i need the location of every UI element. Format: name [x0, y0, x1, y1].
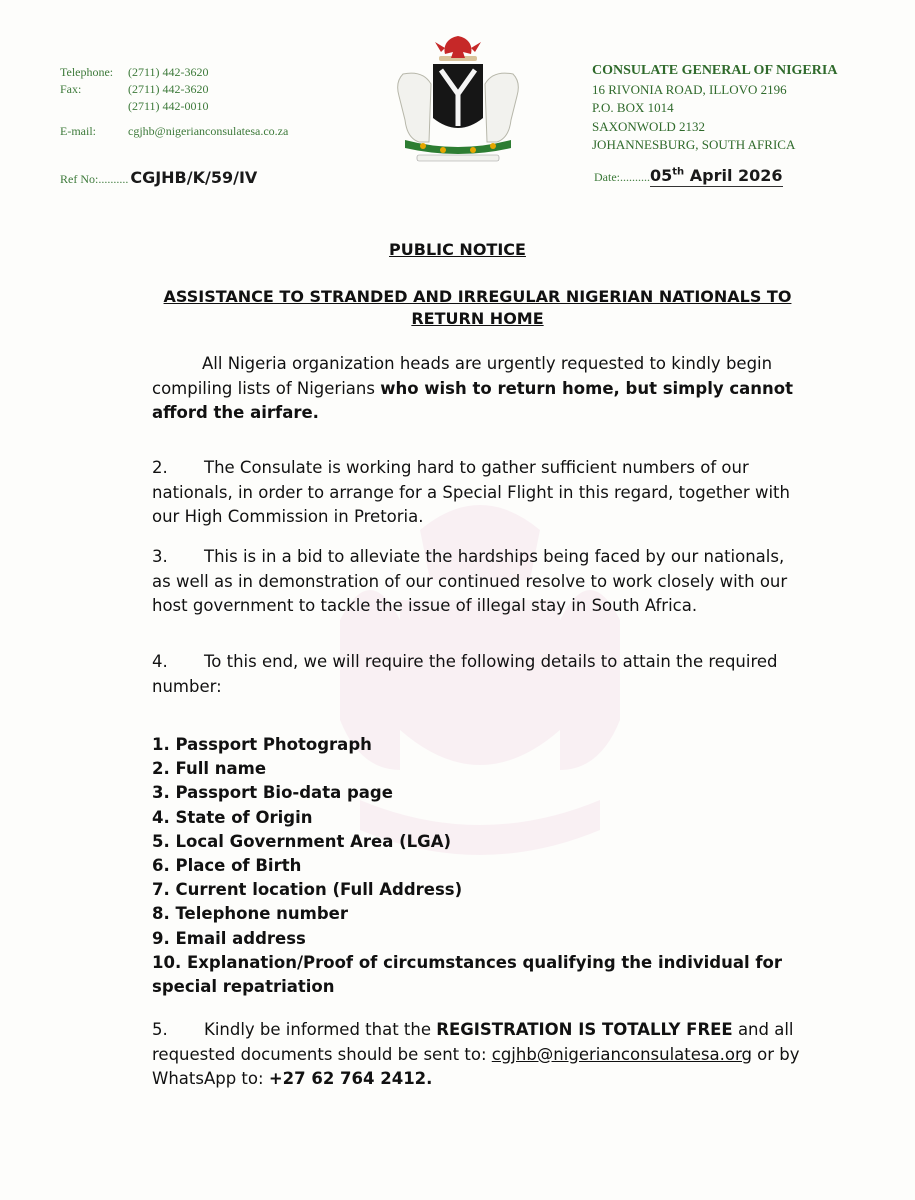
ref-number: CGJHB/K/59/IV: [130, 168, 258, 187]
address-line-name: CONSULATE GENERAL OF NIGERIA: [592, 63, 838, 78]
paragraph-1-text: All Nigeria organization heads are urgently requested to kindly begin compiling lists of Nigerians: [152, 354, 773, 398]
date-label: Date:: [594, 170, 620, 184]
paragraph-5-text-d: or by WhatsApp to:: [152, 1044, 800, 1088]
contact-block: [60, 64, 288, 140]
date-rest: April 2026: [684, 166, 783, 185]
address-line-pobox: P.O. BOX 1014: [592, 100, 674, 115]
paragraph-3-number: 3.: [152, 547, 168, 566]
ref-label: Ref No:: [60, 172, 99, 186]
list-item: 9. Email address: [152, 928, 306, 948]
date-day: 05: [650, 166, 673, 185]
paragraph-1: [152, 352, 804, 426]
date-line: [594, 166, 783, 187]
list-item: 4. State of Origin: [152, 807, 313, 827]
paragraph-5-number: 5.: [152, 1020, 168, 1039]
registration-free-text: REGISTRATION IS TOTALLY FREE: [436, 1020, 733, 1039]
fax-value-1: (2711) 442-3620: [128, 82, 209, 96]
fax-value-2: (2711) 442-0010: [128, 99, 209, 113]
whatsapp-number[interactable]: +27 62 764 2412.: [268, 1069, 433, 1088]
address-line-street: 16 RIVONIA ROAD, ILLOVO 2196: [592, 81, 787, 97]
date-suffix: th: [672, 166, 685, 178]
consulate-address: [592, 62, 837, 155]
eagle-icon: [445, 36, 472, 58]
email-label: E-mail:: [60, 124, 96, 138]
notice-subtitle: ASSISTANCE TO STRANDED AND IRREGULAR NIGERIAN NATIONALS TO RETURN HOME: [163, 287, 792, 328]
right-horse-icon: [485, 73, 518, 142]
paragraph-1-bold: who wish to return home, but simply cannot afford the airfare.: [152, 378, 793, 422]
required-details-list: [152, 733, 812, 999]
paragraph-4-number: 4.: [152, 652, 168, 671]
paragraph-4: [152, 650, 804, 699]
paragraph-3-text: This is in a bid to alleviate the hardships being faced by our nationals, as well as in demonstration of our continued resolve to work closely with our host government to tackle the issue of illegal stay in South Africa.: [152, 547, 788, 615]
list-item: 5. Local Government Area (LGA): [152, 831, 452, 851]
list-item: 1. Passport Photograph: [152, 735, 372, 754]
address-line-city: JOHANNESBURG, SOUTH AFRICA: [592, 137, 796, 152]
left-horse-icon: [398, 73, 431, 142]
list-item: 3. Passport Bio-data page: [152, 783, 393, 803]
ref-dots: ..........: [98, 172, 129, 186]
paragraph-2: [152, 456, 804, 530]
address-line-suburb: SAXONWOLD 2132: [592, 118, 706, 134]
reference-line: [60, 168, 257, 187]
telephone-label: Telephone:: [60, 65, 114, 79]
notice-title: PUBLIC NOTICE: [389, 240, 526, 259]
list-item: 2. Full name: [152, 759, 267, 779]
paragraph-2-number: 2.: [152, 458, 168, 477]
fax-label: Fax:: [60, 82, 82, 96]
date-dots: ..........: [620, 170, 650, 184]
paragraph-5: [152, 1018, 804, 1092]
paragraph-4-text: To this end, we will require the following details to attain the required number:: [152, 652, 778, 696]
date-value: [650, 166, 783, 187]
list-item: 10. Explanation/Proof of circumstances qualifying the individual for special repatriation: [152, 952, 783, 997]
paragraph-5-text-a: Kindly be informed that the: [204, 1020, 437, 1039]
paragraph-3: [152, 545, 804, 619]
list-item: 7. Current location (Full Address): [152, 880, 463, 900]
list-item: 8. Telephone number: [152, 904, 348, 924]
telephone-value: (2711) 442-3620: [128, 65, 209, 79]
submission-email-link[interactable]: cgjhb@nigerianconsulatesa.org: [491, 1044, 752, 1064]
paragraph-2-text: The Consulate is working hard to gather sufficient numbers of our nationals, in order to arrange for a Special Flight in this regard, together with our High Commission in Pretoria.: [152, 458, 790, 526]
nigeria-coat-of-arms: [383, 34, 533, 164]
email-value[interactable]: cgjhb@nigerianconsulatesa.co.za: [128, 124, 289, 138]
paragraph-5-text-c: and all requested documents should be sent to:: [152, 1020, 794, 1064]
list-item: 6. Place of Birth: [152, 856, 302, 876]
